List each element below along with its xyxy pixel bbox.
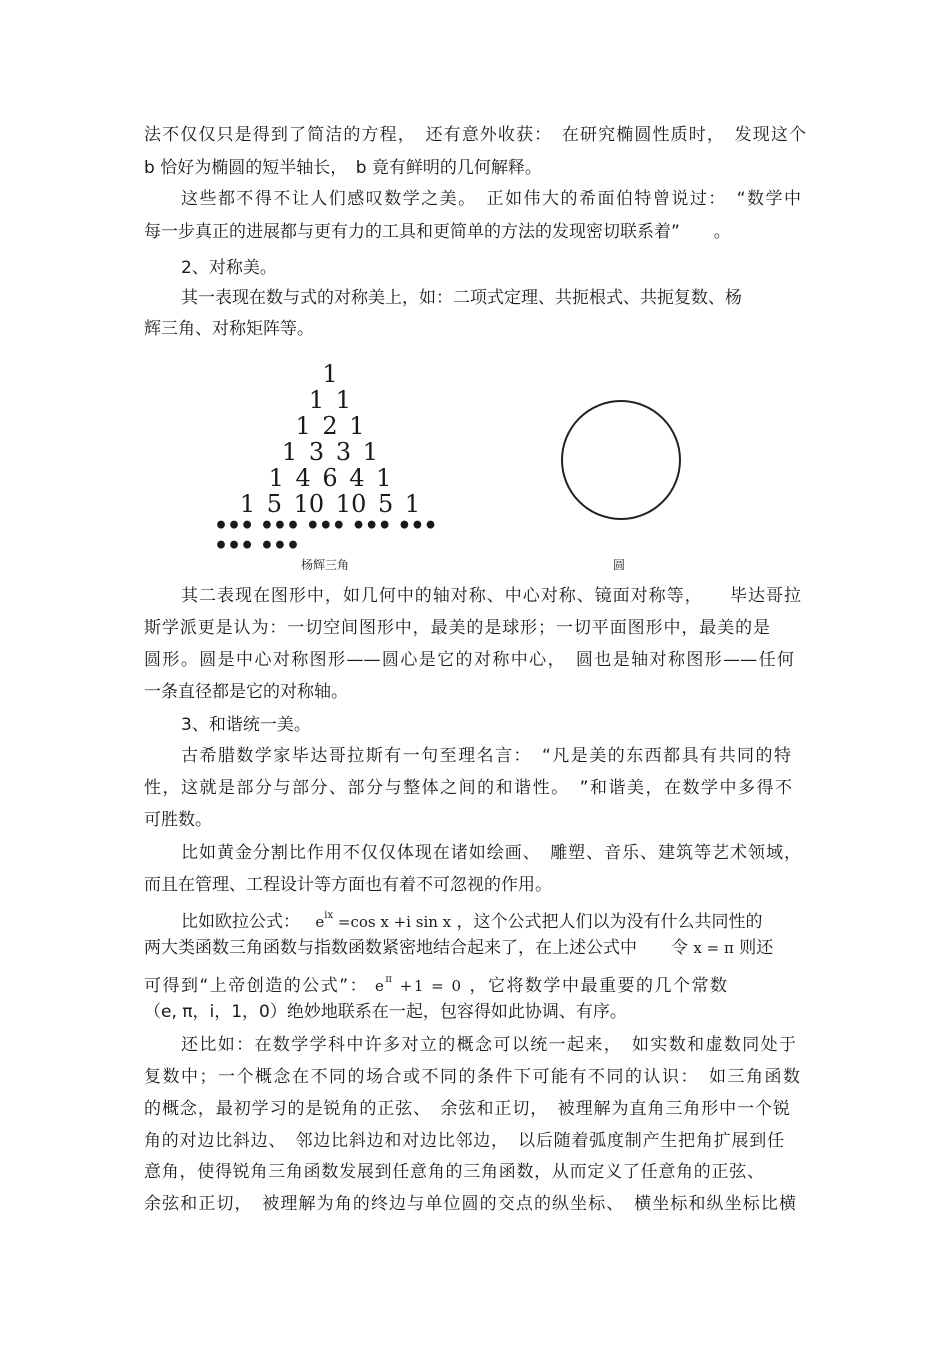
euler-line	[181, 905, 801, 933]
pascal-row: 1	[322, 360, 338, 388]
text-line: 辉三角、对称矩阵等。	[144, 319, 314, 339]
formula-rhs: +1 = 0	[399, 977, 463, 995]
formula-rhs: =cos x +i sin x	[337, 913, 452, 931]
section-heading: 2、对称美。	[181, 258, 277, 278]
text-line: 还比如：在数学学科中许多对立的概念可以统一起来， 如实数和虚数同处于	[181, 1035, 796, 1055]
formula-exponent: π	[385, 974, 394, 985]
text-segment: ，这个公式把人们以为没有什么共同性的	[456, 912, 763, 932]
text-line: 复数中；一个概念在不同的场合或不同的条件下可能有不同的认识： 如三角函数	[144, 1067, 800, 1087]
text-line: 而且在管理、工程设计等方面也有着不可忽视的作用。	[144, 875, 552, 895]
text-segment: 可得到“上帝创造的公式”：	[144, 976, 369, 996]
pascal-row: 1 5 10 10 5 1	[239, 490, 421, 518]
text-line: 斯学派更是认为：一切空间图形中，最美的是球形；一切平面图形中，最美的是	[144, 618, 770, 638]
text-line: （e, π，i，1，0）绝妙地联系在一起，包容得如此协调、有序。	[144, 1002, 627, 1022]
formula-base: e	[375, 977, 386, 995]
text-line: 古希腊数学家毕达哥拉斯有一句至理名言： “凡是美的东西都具有共同的特	[181, 746, 791, 766]
pascal-row: 1 4 6 4 1	[268, 464, 392, 492]
text-line: 余弦和正切， 被理解为角的终边与单位圆的交点的纵坐标、 横坐标和纵坐标比横	[144, 1194, 796, 1214]
x-equals-pi: x = π	[693, 939, 734, 957]
text-line: 比如黄金分割比作用不仅仅体现在诸如绘画、 雕塑、音乐、建筑等艺术领域，	[181, 843, 801, 863]
formula-base: e	[315, 913, 325, 931]
text-line: 其一表现在数与式的对称美上，如：二项式定理、共扼根式、共扼复数、杨	[181, 288, 742, 308]
circle-figure	[561, 400, 681, 520]
text-line: 的概念，最初学习的是锐角的正弦、 余弦和正切， 被理解为直角三角形中一个锐	[144, 1099, 790, 1119]
text-line: 圆形。圆是中心对称图形——圆心是它的对称中心， 圆也是轴对称图形——任何	[144, 650, 794, 670]
text-line: 角的对边比斜边、 邻边比斜边和对边比邻边， 以后随着弧度制产生把角扩展到任	[144, 1131, 784, 1151]
formula-exponent: ix	[324, 910, 334, 921]
circle-caption: 圆	[613, 558, 626, 572]
euler-formula	[315, 910, 452, 931]
pascal-row: 1 1	[308, 386, 352, 414]
text-line: 性，这就是部分与部分、部分与整体之间的和谐性。 ”和谐美，在数学中多得不	[144, 778, 792, 798]
text-line: b 恰好为椭圆的短半轴长， b 竟有鲜明的几何解释。	[144, 158, 542, 178]
pascal-row: 1 3 3 1	[282, 438, 378, 466]
text-line	[144, 937, 806, 959]
pascal-row: 1 2 1	[295, 412, 365, 440]
text-line: 法不仅仅只是得到了简洁的方程， 还有意外收获： 在研究椭圆性质时， 发现这个	[144, 125, 806, 145]
text-segment: ，它将数学中最重要的几个常数	[469, 976, 729, 996]
god-formula	[375, 974, 463, 995]
pascal-caption: 杨辉三角	[301, 558, 350, 572]
text-segment: 比如欧拉公式：	[181, 912, 300, 932]
section-heading: 3、和谐统一美。	[181, 715, 311, 735]
text-line: 其二表现在图形中，如几何中的轴对称、中心对称、镜面对称等， 毕达哥拉	[181, 586, 801, 606]
text-line: 意角，使得锐角三角函数发展到任意角的三角函数，从而定义了任意角的正弦、	[144, 1162, 764, 1182]
text-line: 每一步真正的进展都与更有力的工具和更简单的方法的发现密切联系着” 。	[144, 222, 731, 242]
text-line: 一条直径都是它的对称轴。	[144, 682, 348, 702]
god-formula-line	[144, 969, 806, 997]
text-line: 这些都不得不让人们感叹数学之美。 正如伟大的希面伯特曾说过： “数学中	[181, 189, 801, 209]
text-segment: 则还	[739, 938, 774, 958]
text-segment: 两大类函数三角函数与指数函数紧密地结合起来了，在上述公式中 令	[144, 938, 688, 958]
pascal-ellipsis: ••• ••• ••• ••• ••• ••• •••	[214, 513, 437, 559]
text-line: 可胜数。	[144, 810, 212, 830]
